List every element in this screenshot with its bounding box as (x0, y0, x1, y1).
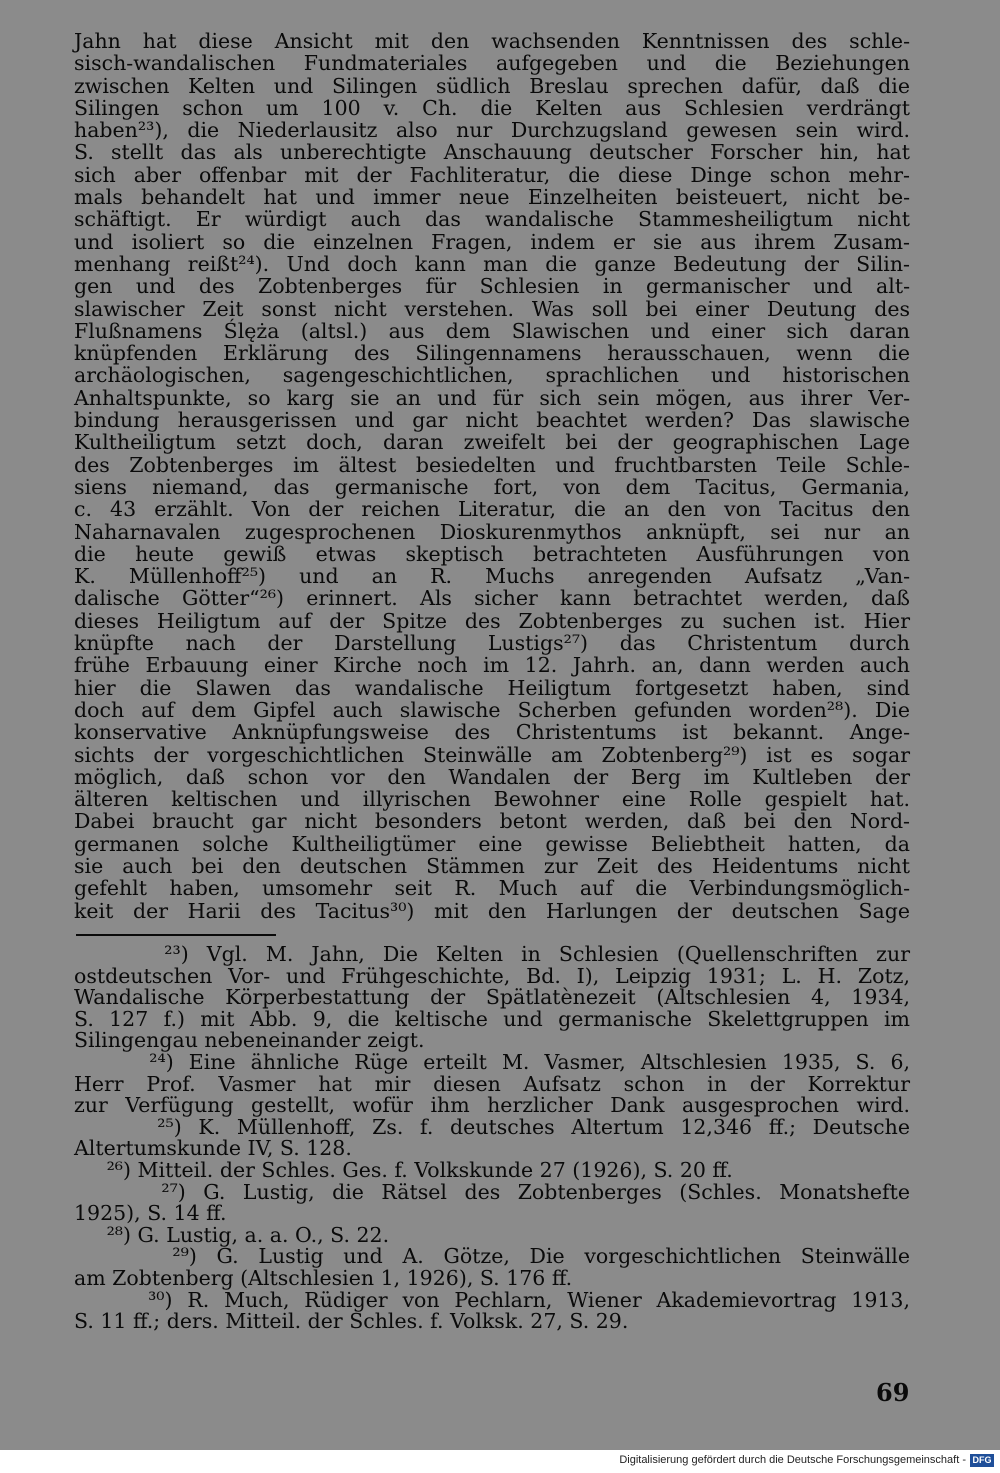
text-line: K. Müllenhoff²⁵) und an R. Muchs anregenden Aufsatz „Van- (74, 564, 910, 589)
text-line: schäftigt. Er würdigt auch das wandalische Stammesheiligtum nicht (74, 207, 910, 232)
text-line: knüpfenden Erklärung des Silingennamens herausschauen, wenn die (74, 341, 910, 366)
footnote-line: Altertumskunde IV, S. 128. (74, 1136, 352, 1161)
footnote-line: S. 11 ff.; ders. Mitteil. der Schles. f. Volksk. 27, S. 29. (74, 1309, 629, 1334)
text-line: c. 43 erzählt. Von der reichen Literatur, die an den von Tacitus den (74, 497, 910, 522)
footnote-line: ³⁰) R. Much, Rüdiger von Pechlarn, Wiener Akademievortrag 1913, (74, 1287, 910, 1312)
text-line: gefehlt haben, umsomehr seit R. Much auf die Verbindungsmöglich- (74, 876, 910, 901)
text-line: archäologischen, sagengeschichtlichen, sprachlichen und historischen (74, 363, 910, 388)
footnote-line: am Zobtenberg (Altschlesien 1, 1926), S. 176 ff. (74, 1265, 573, 1290)
text-line: knüpfte nach der Darstellung Lustigs²⁷) das Christentum durch (74, 631, 910, 656)
footnote-line: S. 127 f.) mit Abb. 9, die keltische und germanische Skelettgruppen im (74, 1006, 910, 1031)
footnote-line: ²⁷) G. Lustig, die Rätsel des Zobtenberges (Schles. Monatshefte (74, 1179, 910, 1204)
footnote-line: ²⁶) Mitteil. der Schles. Ges. f. Volkskunde 27 (1926), S. 20 ff. (74, 1157, 733, 1182)
footnote-line: ²⁵) K. Müllenhoff, Zs. f. deutsches Altertum 12,346 ff.; Deutsche (74, 1114, 910, 1139)
text-line: Silingen schon um 100 v. Ch. die Kelten aus Schlesien verdrängt (74, 95, 910, 120)
page-number: 69 (876, 1378, 910, 1407)
dfg-logo-icon: DFG (970, 1454, 994, 1467)
text-line: menhang reißt²⁴). Und doch kann man die ganze Bedeutung der Silin- (74, 251, 910, 276)
digitization-footer (0, 1450, 1000, 1473)
text-line: sichts der vorgeschichtlichen Steinwälle am Zobtenberg²⁹) ist es sogar (74, 742, 910, 767)
text-line: bindung herausgerissen und gar nicht beachtet werden? Das slawische (74, 408, 910, 433)
text-line: mals behandelt hat und immer neue Einzelheiten beisteuert, nicht be- (74, 185, 910, 210)
text-line: doch auf dem Gipfel auch slawische Scherben gefunden worden²⁸). Die (74, 697, 910, 722)
footnote-line: ²⁸) G. Lustig, a. a. O., S. 22. (74, 1222, 390, 1247)
footnote-line: Silingengau nebeneinander zeigt. (74, 1028, 425, 1053)
text-line: Naharnavalen zugesprochenen Dioskurenmythos anknüpft, sei nur an (74, 519, 910, 544)
text-line: haben²³), die Niederlausitz also nur Durchzugsland gewesen sein wird. (74, 118, 910, 143)
footnote-line: 1925), S. 14 ff. (74, 1201, 227, 1226)
footnote-line: zur Verfügung gestellt, wofür ihm herzlicher Dank ausgesprochen wird. (74, 1093, 910, 1118)
footnote-line: ²⁹) G. Lustig und A. Götze, Die vorgeschichtlichen Steinwälle (74, 1244, 910, 1269)
footnote-line: ²⁴) Eine ähnliche Rüge erteilt M. Vasmer, Altschlesien 1935, S. 6, (74, 1049, 910, 1074)
footnotes (74, 944, 910, 1333)
text-line: dieses Heiligtum auf der Spitze des Zobtenberges zu suchen ist. Hier (74, 608, 910, 633)
text-line: hier die Slawen das wandalische Heiligtum fortgesetzt haben, sind (74, 675, 910, 700)
text-line: Kultheiligtum setzt doch, daran zweifelt bei der geographischen Lage (74, 430, 910, 455)
text-line: keit der Harii des Tacitus³⁰) mit den Harlungen der deutschen Sage (74, 898, 910, 923)
footnote-line: ostdeutschen Vor- und Frühgeschichte, Bd. I), Leipzig 1931; L. H. Zotz, (74, 963, 910, 988)
text-line: gen und des Zobtenberges für Schlesien in germanischer und alt- (74, 274, 910, 299)
funding-notice: Digitalisierung gefördert durch die Deutsche Forschungsgemeinschaft - (619, 1454, 966, 1466)
footnote-line: Wandalische Körperbestattung der Spätlatènezeit (Altschlesien 4, 1934, (74, 985, 910, 1010)
text-line: die heute gewiß etwas skeptisch betrachteten Ausführungen von (74, 541, 910, 566)
text-line: siens niemand, das germanische fort, von dem Tacitus, Germania, (74, 474, 910, 499)
text-line: älteren keltischen und illyrischen Bewohner eine Rolle gespielt hat. (74, 787, 910, 812)
text-line: S. stellt das als unberechtigte Anschauung deutscher Forscher hin, hat (74, 140, 910, 165)
text-line: des Zobtenberges im ältest besiedelten und fruchtbarsten Teile Schle- (74, 452, 910, 477)
text-line: frühe Erbauung einer Kirche noch im 12. Jahrh. an, dann werden auch (74, 653, 910, 678)
text-line: und isoliert so die einzelnen Fragen, indem er sie aus ihrem Zusam- (74, 229, 910, 254)
text-line: Jahn hat diese Ansicht mit den wachsenden Kenntnissen des schle- (74, 29, 910, 53)
footnote-line: ²³) Vgl. M. Jahn, Die Kelten in Schlesien (Quellenschriften zur (74, 942, 910, 966)
text-line: Dabei braucht gar nicht besonders betont werden, daß bei den Nord- (74, 809, 910, 834)
text-line: sich aber offenbar mit der Fachliteratur, die diese Dinge schon mehr- (74, 162, 910, 187)
text-line: dalische Götter“²⁶) erinnert. Als sicher kann betrachtet werden, daß (74, 586, 910, 611)
text-line: Flußnamens Ślęża (altsl.) aus dem Slawischen und einer sich daran (74, 318, 910, 343)
main-text (74, 30, 910, 922)
text-line: sie auch bei den deutschen Stämmen zur Zeit des Heidentums nicht (74, 853, 910, 878)
footnote-line: Herr Prof. Vasmer hat mir diesen Aufsatz schon in der Korrektur (74, 1071, 910, 1096)
text-line: germanen solche Kultheiligtümer eine gewisse Beliebtheit hatten, da (74, 831, 910, 856)
text-line: zwischen Kelten und Silingen südlich Breslau sprechen dafür, daß die (74, 73, 910, 98)
text-line: sisch-wandalischen Fundmateriales aufgegeben und die Beziehungen (74, 51, 910, 76)
text-line: Anhaltspunkte, so karg sie an und für sich sein mögen, aus ihrer Ver- (74, 385, 910, 410)
text-line: möglich, daß schon vor den Wandalen der Berg im Kultleben der (74, 764, 910, 789)
text-line: slawischer Zeit sonst nicht verstehen. Was soll bei einer Deutung des (74, 296, 910, 321)
footnote-divider (76, 934, 276, 936)
text-line: konservative Anknüpfungsweise des Christentums ist bekannt. Ange- (74, 720, 910, 745)
